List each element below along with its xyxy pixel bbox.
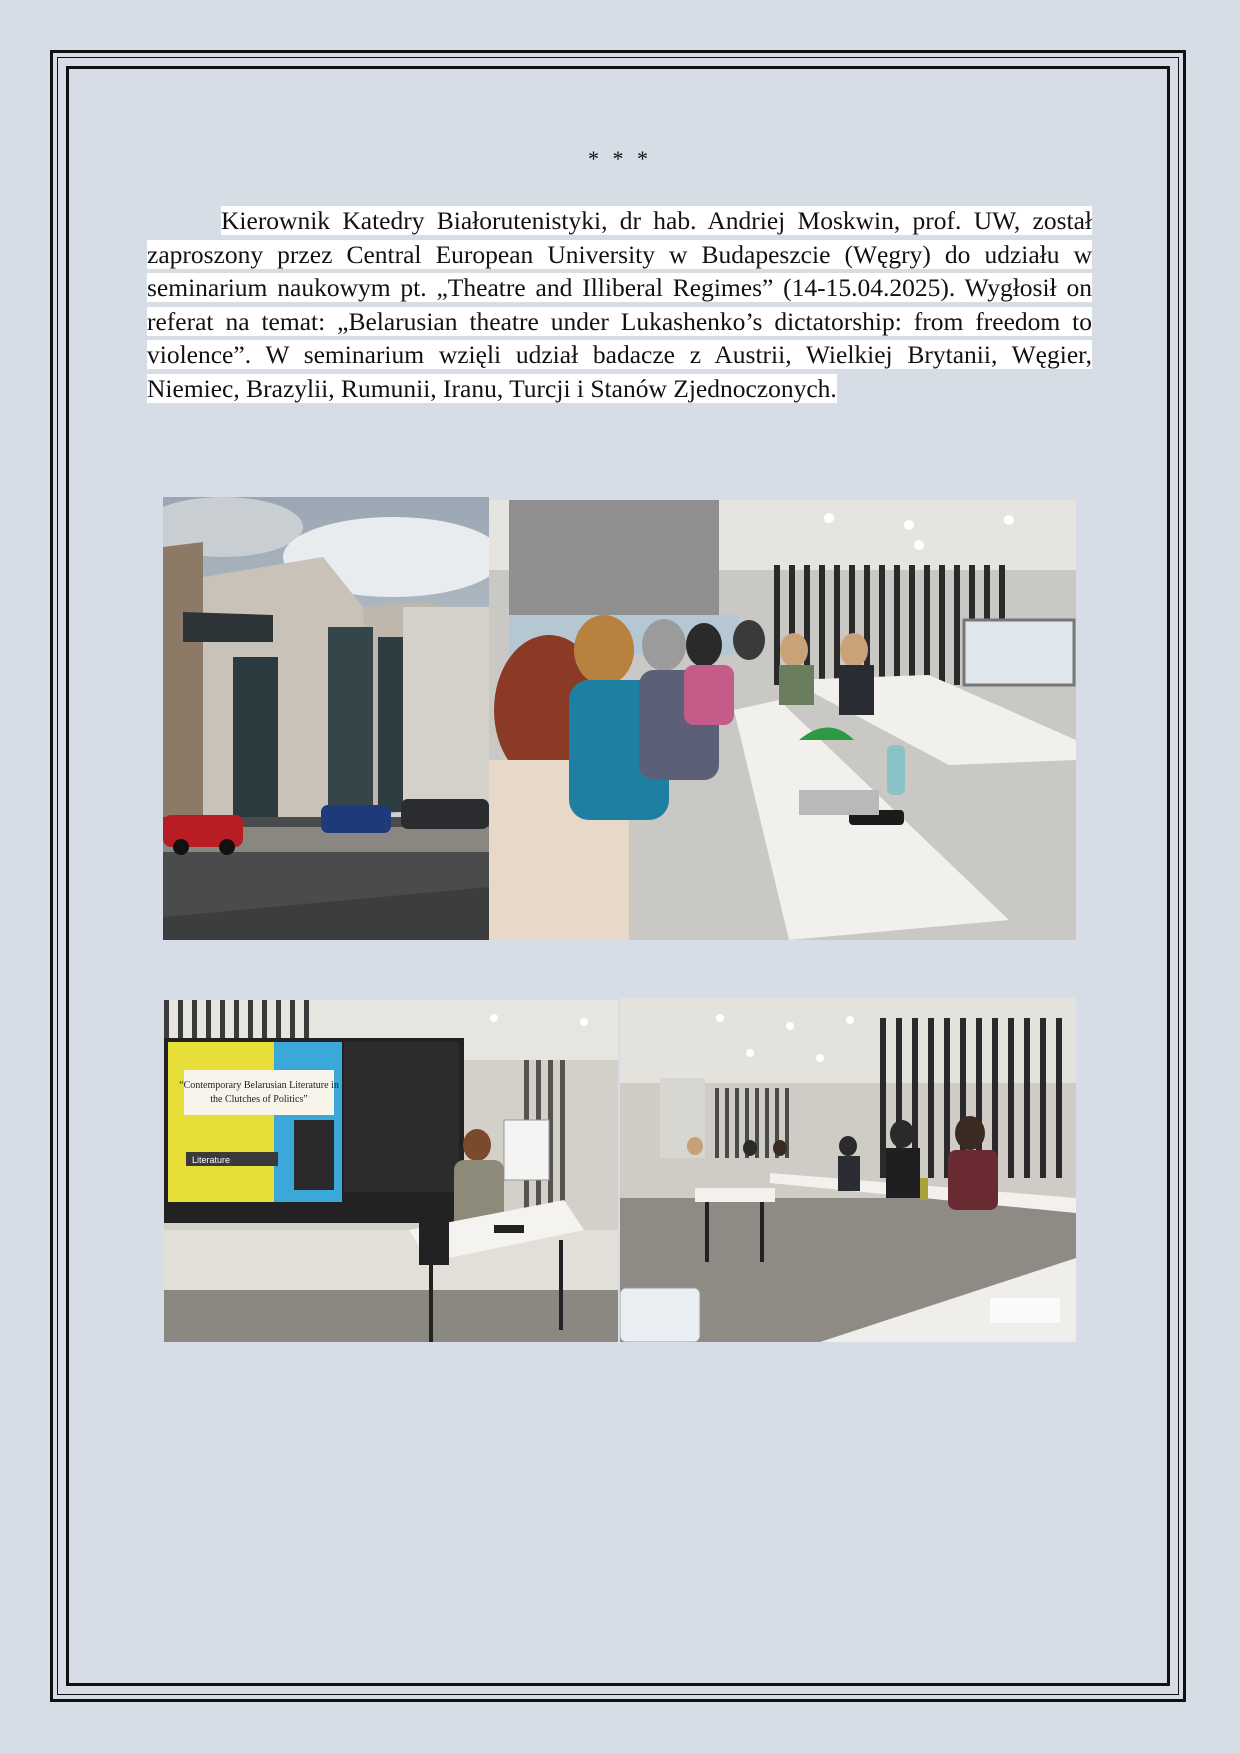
photo-seminar-participants bbox=[489, 500, 1076, 940]
slide-title-line1: “Contemporary Belarusian Literature in bbox=[179, 1080, 339, 1091]
photo-speaker-presentation bbox=[164, 1000, 618, 1342]
article-paragraph bbox=[147, 204, 1092, 406]
photo-seminar-room bbox=[620, 998, 1076, 1342]
slide-title-line2: the Clutches of Politics” bbox=[210, 1094, 308, 1105]
section-separator: * * * bbox=[588, 146, 652, 171]
slide-label: Literature bbox=[192, 1155, 231, 1165]
paragraph-text: Kierownik Katedry Białorutenistyki, dr hab. Andriej Moskwin, prof. UW, został zaproszony przez Central European University w Budapeszcie (Węgry) do udziału w seminarium naukowym pt. „Theatre and Illiberal Regimes” (14-15.04.2025). Wygłosił on referat na temat: „Belarusian theatre under Lukashenko’s dictatorship: from freedom to violence”. W seminarium wzięli udział badacze z Austrii, Wielkiej Brytanii, Węgier, Niemiec, Brazylii, Rumunii, Iranu, Turcji i Stanów Zjednoczonych. bbox=[147, 206, 1092, 403]
photo-building-exterior bbox=[163, 497, 489, 940]
